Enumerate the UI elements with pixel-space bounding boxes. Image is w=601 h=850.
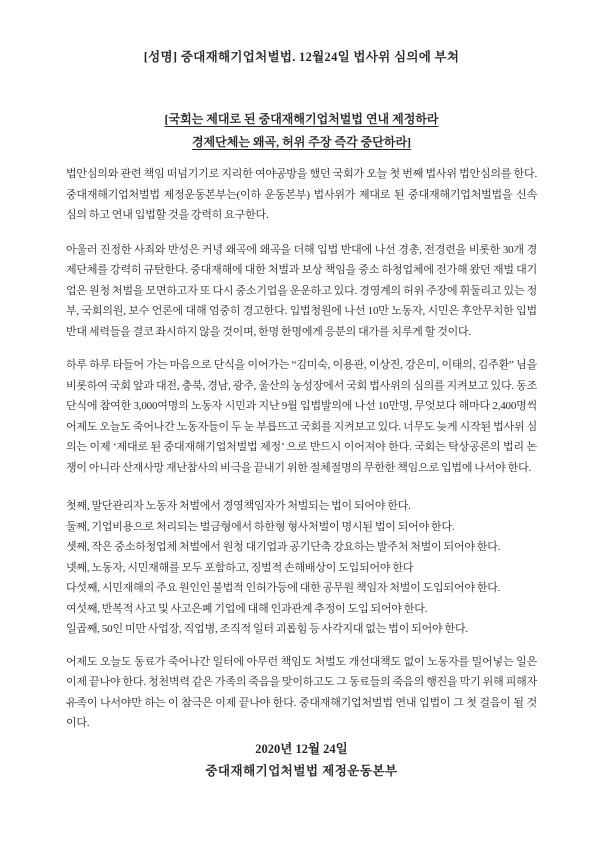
organization-name: 중대재해기업처벌법 제정운동본부 <box>205 763 398 778</box>
demand-item-5: 다섯째, 시민재해의 주요 원인인 불법적 인허가등에 대한 공무원 책임자 처벌이 도입되어야 한다. <box>66 582 501 594</box>
demand-item-2: 둘째, 기업비용으로 처리되는 벌금형에서 하한형 형사처벌이 명시된 법이 되어야 한다. <box>66 520 455 533</box>
closing-paragraph: 어제도 오늘도 동료가 죽어나간 일터에 아무런 책임도 처벌도 개선대책도 없이 노동자를 밀어넣는 일은 이제 끝나야 한다. 청천벽력 같은 가족의 죽음을 맞이하고도 그 동료들의 죽음의 행진을 막기 위해 피해자 유족이 나서야만 하는 이 참극은 이제 끝나야 한다. 중대재해기업처벌법 연내 입법이 그 첫 걸음이 될 것이다. <box>66 655 537 729</box>
document-subtitle <box>66 108 537 154</box>
body-paragraph-2: 아울러 진정한 사죄와 반성은 커녕 왜곡에 왜곡을 더해 입법 반대에 나선 경총, 전경련을 비롯한 30개 경제단체를 강력히 규탄한다. 중대재해에 대한 처벌과 보상 책임을 중소 하청업체에 전가해 왔던 재벌 대기업은 원청 처벌을 모면하고자 또 다시 중소기업을 운운하고 있다. 경영계의 허위 주장에 휘둘리고 있는 정부, 국회의원, 보수 언론에 대해 엄중히 경고한다. 입법청원에 나선 10만 노동자, 시민은 후안무치한 입법 반대 세력들을 결코 좌시하지 않을 것이며, 한명 한명에게 응분의 대가를 치루게 할 것이다. <box>66 243 537 338</box>
subtitle-line-1: [국회는 제대로 된 중대재해기업처벌법 연내 제정하라 <box>164 112 439 126</box>
demands-list <box>66 496 537 640</box>
demand-item-6: 여섯째, 반복적 사고 및 사고은폐 기업에 대해 인과관계 추정이 도입 되어야 한다. <box>66 602 428 615</box>
body-paragraph-1: 법안심의와 관련 책임 떠넘기기로 지리한 여야공방을 했던 국회가 오늘 첫 번째 법사위 법안심의를 한다. 중대재해기업처벌법 제정운동본부는(이하 운동본부) 법사위가 제대로 된 중대재해기업처벌법을 신속 심의 하고 연내 입법할 것을 강력히 요구한다. <box>66 168 537 221</box>
demand-item-3: 셋째, 작은 중소하청업체 처벌에서 원청 대기업과 공기단축 강요하는 발주처 처벌이 되어야 한다. <box>66 541 501 553</box>
subtitle-line-2: 경제단체는 왜곡, 허위 주장 즉각 중단하라] <box>191 135 412 149</box>
demand-item-1: 첫째, 말단관리자 노동자 처벌에서 경영책임자가 처벌되는 법이 되어야 한다. <box>66 500 411 512</box>
demand-item-4: 넷째, 노동자, 시민재해를 모두 포함하고, 징벌적 손해배상이 도입되어야 한다 <box>66 561 414 574</box>
demand-item-7: 일곱째, 50인 미만 사업장, 직업병, 조직적 일터 괴롭힘 등 사각지대 없는 법이 되어야 한다. <box>66 623 468 635</box>
body-paragraph-3: 하루 하루 타들어 가는 마음으로 단식을 이어가는 “김미숙, 이용관, 이상진, 강은미, 이태의, 김주환” 님을 비롯하여 국회 앞과 대전, 충북, 경남, 광주, 울산의 농성장에서 국회 법사위의 심의를 지켜보고 있다. 동조단식에 참여한 3,000여명의 노동자 시민과 지난 9월 입법발의에 나선 10만명, 무엇보다 해마다 2,400명씩 어제도 오늘도 죽어나간 노동자들이 두 눈 부릅뜨고 국회를 지켜보고 있다. 너무도 늦게 시작된 법사위 심의는 이제 ‘제대로 된 중대재해기업처벌법 제정’ 으로 반드시 이어져야 한다. 국회는 탁상공론의 법리 논쟁이 아니라 산재사망 재난참사의 비극을 끝내기 위한 절체절명의 무한한 책임으로 입법에 나서야 한다. <box>66 359 537 474</box>
statement-date: 2020년 12월 24일 <box>255 741 348 756</box>
document-title: [성명] 중대재해기업처벌법. 12월24일 법사위 심의에 부쳐 <box>143 50 460 64</box>
